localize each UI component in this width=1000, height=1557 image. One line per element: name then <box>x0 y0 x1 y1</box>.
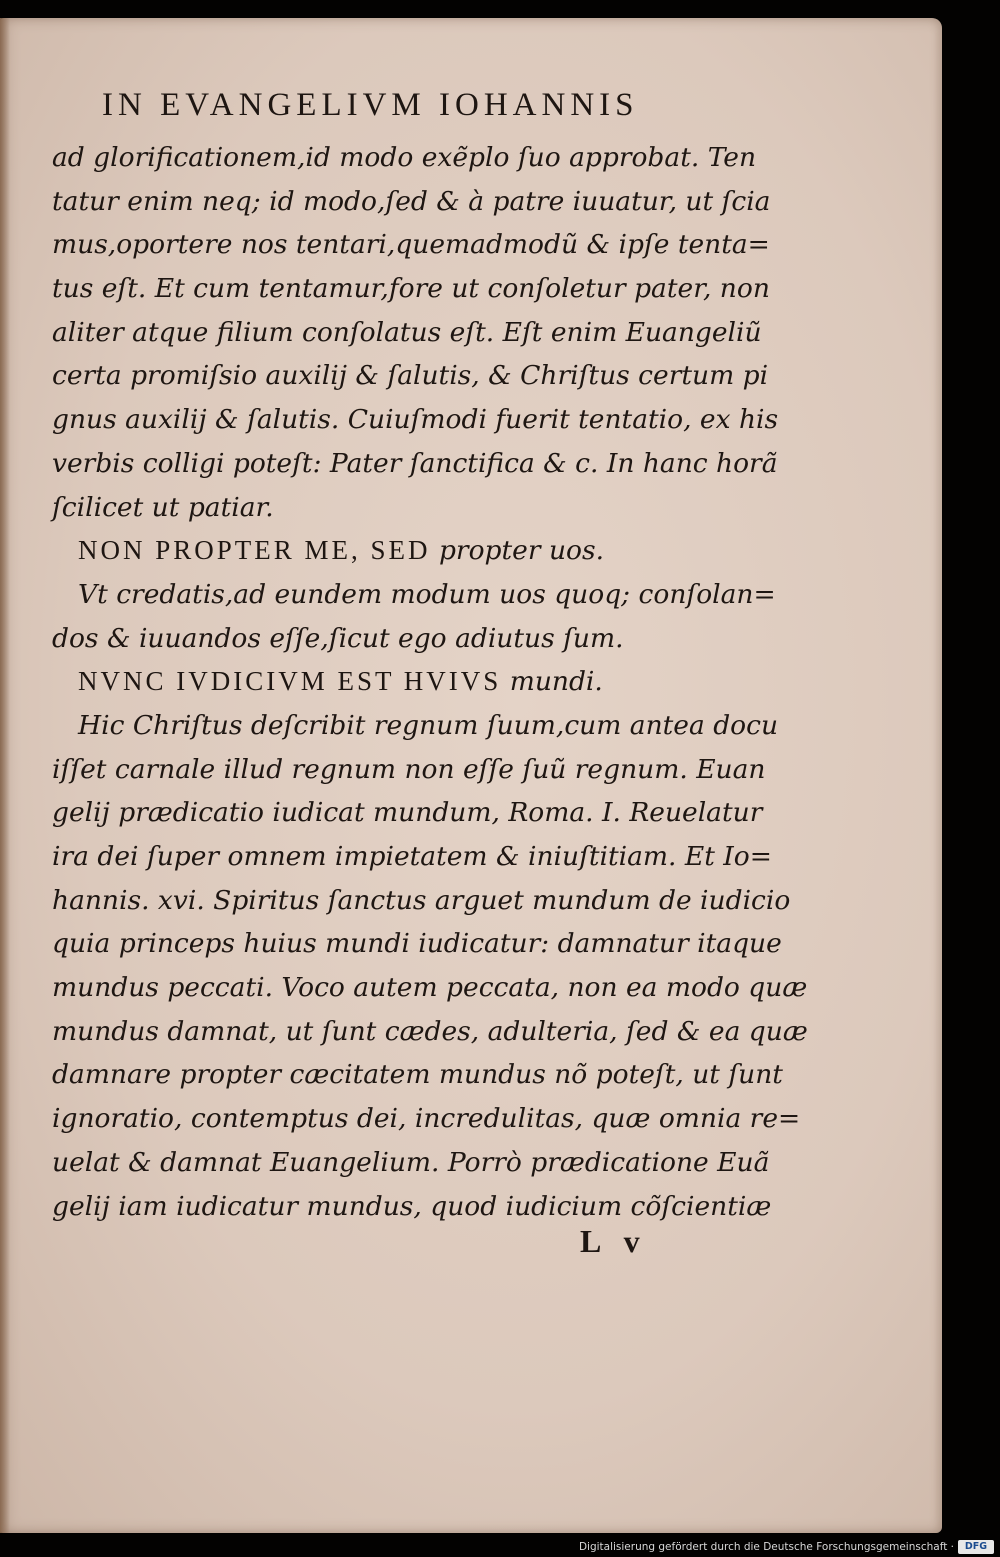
body-line: ſcilicet ut patiar. <box>52 491 274 523</box>
commentary-line: gelij iam iudicatur mundus, quod iudicium cõſcientiæ <box>52 1190 772 1222</box>
digitization-credit: Digitalisierung gefördert durch die Deutsche Forschungsgemeinschaft · <box>578 1541 954 1553</box>
lemma-heading <box>52 529 752 573</box>
body-line: ad glorificationem,id modo exẽplo ſuo approbat. Ten <box>52 142 757 173</box>
body-line: tatur enim neq; id modo,ſed & à patre iuuatur, ut ſcia <box>52 185 771 217</box>
body-line: mus,oportere nos tentari,quemadmodũ & ipſe tenta= <box>52 229 770 261</box>
lemma-heading <box>52 660 752 704</box>
commentary-line: hannis. xvi. Spiritus ſanctus arguet mundum de iudicio <box>52 884 791 916</box>
commentary-line: mundus peccati. Voco autem peccata, non ea modo quæ <box>52 972 808 1004</box>
commentary-line: quia princeps huius mundi iudicatur: damnatur itaque <box>52 928 782 960</box>
commentary-line: iſſet carnale illud regnum non eſſe ſuũ regnum. Euan <box>52 753 766 785</box>
lemma-caps: NON PROPTER ME, SED <box>78 535 431 566</box>
body-line: gnus auxilij & ſalutis. Cuiuſmodi fuerit tentatio, ex his <box>52 404 779 436</box>
commentary-line: Hic Chriſtus deſcribit regnum ſuum,cum antea docu <box>78 709 779 741</box>
commentary-line: Vt credatis,ad eundem modum uos quoq; conſolan= <box>78 578 776 610</box>
commentary-line: uelat & damnat Euangelium. Porrò prædicatione Euã <box>52 1146 770 1178</box>
lemma-caps: NVNC IVDICIVM EST HVIVS <box>78 666 502 697</box>
commentary-line: mundus damnat, ut ſunt cædes, adulteria, ſed & ea quæ <box>52 1015 808 1047</box>
lemma-italic: propter uos. <box>430 535 604 567</box>
body-line: tus eſt. Et cum tentamur,fore ut conſoletur pater, non <box>52 273 770 305</box>
running-head: IN EVANGELIVM IOHANNIS <box>102 87 639 123</box>
commentary-line: gelij prædicatio iudicat mundum, Roma. I. Reuelatur <box>52 797 763 829</box>
body-line: verbis colligi poteſt: Pater ſanctifica & c. In hanc horã <box>52 447 778 479</box>
commentary-line: dos & iuuandos eſſe,ſicut ego adiutus ſum. <box>52 622 624 654</box>
page-gutter-shadow <box>0 18 10 1533</box>
body-line: aliter atque filium conſolatus eſt. Eſt enim Euangeliũ <box>52 316 762 348</box>
dfg-logo: DFG <box>958 1540 994 1554</box>
commentary-line: damnare propter cæcitatem mundus nõ poteſt, ut ſunt <box>52 1059 783 1091</box>
book-page <box>0 18 942 1533</box>
signature-mark: L v <box>580 1223 648 1259</box>
body-line: certa promiſsio auxilij & ſalutis, & Chriſtus certum pi <box>52 360 769 392</box>
lemma-italic: mundi. <box>501 666 603 698</box>
commentary-line: ignoratio, contemptus dei, incredulitas, quæ omnia re= <box>52 1103 801 1135</box>
page-text-block <box>52 74 808 1228</box>
commentary-line: ira dei ſuper omnem impietatem & iniuſtitiam. Et Io= <box>52 841 772 872</box>
